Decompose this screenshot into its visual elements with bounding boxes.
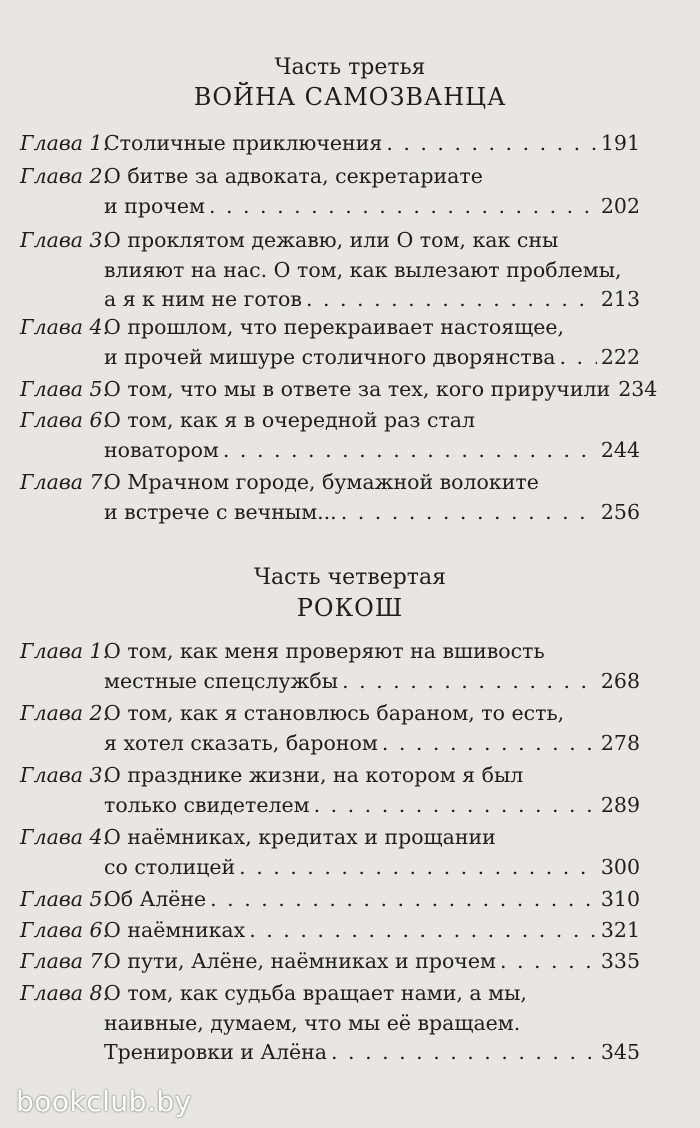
chapter-number: Глава 4. [20,315,110,339]
chapter-title-line: О Мрачном городе, бумажной волоките [104,470,539,494]
page-number: 202 [600,193,640,218]
page-number: 234 [618,377,658,401]
leader-dots [223,436,597,466]
chapter-title-line: О том, как меня проверяют на вшивость [104,639,545,663]
chapter-title-line: О том, что мы в ответе за тех, кого приручили [104,377,611,401]
chapter-title-line: и встрече с вечным... [104,499,337,524]
page-number: 300 [600,854,640,879]
chapter-title-line: новатором [104,437,219,462]
chapter-title-line: наивные, думаем, что мы её вращаем. [104,1010,521,1035]
chapter-number: Глава 4. [20,825,110,849]
chapter-number: Глава 3. [20,763,110,787]
chapter-number: Глава 5. [20,887,110,911]
leader-dots [500,947,597,977]
page-number: 222 [600,344,640,369]
chapter-title-line: О том, как я становлюсь бараном, то есть, [104,701,565,725]
leader-dots [210,885,597,915]
leader-dots [560,343,597,373]
part-3-label: Часть третья [274,55,426,80]
chapter-number: Глава 3. [20,228,110,252]
chapter-number: Глава 7. [20,949,110,973]
chapter-title-line: О том, как судьба вращает нами, а мы, [104,981,527,1005]
page-number: 321 [600,918,640,942]
chapter-number: Глава 1. [20,639,110,663]
page-number: 345 [600,1040,640,1064]
chapter-number: Глава 5. [20,377,110,401]
chapter-title-line: О битве за адвоката, секретариате [104,164,483,188]
chapter-number: Глава 7. [20,470,110,494]
page-number: 256 [600,499,640,524]
leader-dots [341,498,597,528]
chapter-number: Глава 2. [20,164,110,188]
chapter-number: Глава 8. [20,981,110,1005]
leader-dots [209,192,597,222]
chapter-title-line: О наёмниках, кредитах и прощании [104,825,496,849]
chapter-number: Глава 6. [20,918,110,942]
part-3-title: ВОЙНА САМОЗВАНЦА [193,83,507,111]
chapter-number: Глава 6. [20,408,110,432]
chapter-title-line: и прочей мишуре столичного дворянства [104,344,556,369]
chapter-number: Глава 1. [20,131,110,155]
page-number: 268 [600,668,640,693]
chapter-title-line: О том, как я в очередной раз стал [104,408,476,432]
leader-dots [314,791,597,821]
chapter-title-line: Столичные приключения [104,131,383,155]
chapter-title-line: О празднике жизни, на котором я был [104,763,524,787]
page-number: 244 [600,437,640,462]
part-4-label: Часть четвертая [254,565,446,590]
watermark-logo: bookclub.by [16,1085,192,1118]
chapter-title-line: О наёмниках [104,918,246,942]
leader-dots [249,916,597,946]
page-number: 213 [600,287,640,311]
chapter-title-line: О проклятом дежавю, или О том, как сны [104,228,559,252]
chapter-title-line: а я к ним не готов [104,287,302,311]
page-number: 278 [600,730,640,755]
page-number: 289 [600,792,640,817]
chapter-number: Глава 2. [20,701,110,725]
page-number: 335 [600,949,640,973]
chapter-title-line: только свидетелем [104,792,310,817]
chapter-title-line: влияют на нас. О том, как вылезают проблемы, [104,257,622,282]
chapter-title-line: и прочем [104,193,205,218]
chapter-title-line: О прошлом, что перекраивает настоящее, [104,315,565,339]
leader-dots [306,285,597,315]
chapter-title-line: со столицей [104,854,236,879]
leader-dots [386,129,597,159]
leader-dots [239,853,597,883]
chapter-title-line: О пути, Алёне, наёмниках и прочем [104,949,496,973]
page-number: 191 [600,131,640,155]
leader-dots [331,1038,597,1068]
part-4-title: РОКОШ [296,594,404,622]
chapter-title-line: я хотел сказать, бароном [104,730,378,755]
leader-dots [342,667,597,697]
chapter-title-line: местные спецслужбы [104,668,339,693]
chapter-title-line: Об Алёне [104,887,207,911]
page-number: 310 [600,887,640,911]
leader-dots [382,729,597,759]
chapter-title-line: Тренировки и Алёна [104,1040,327,1064]
